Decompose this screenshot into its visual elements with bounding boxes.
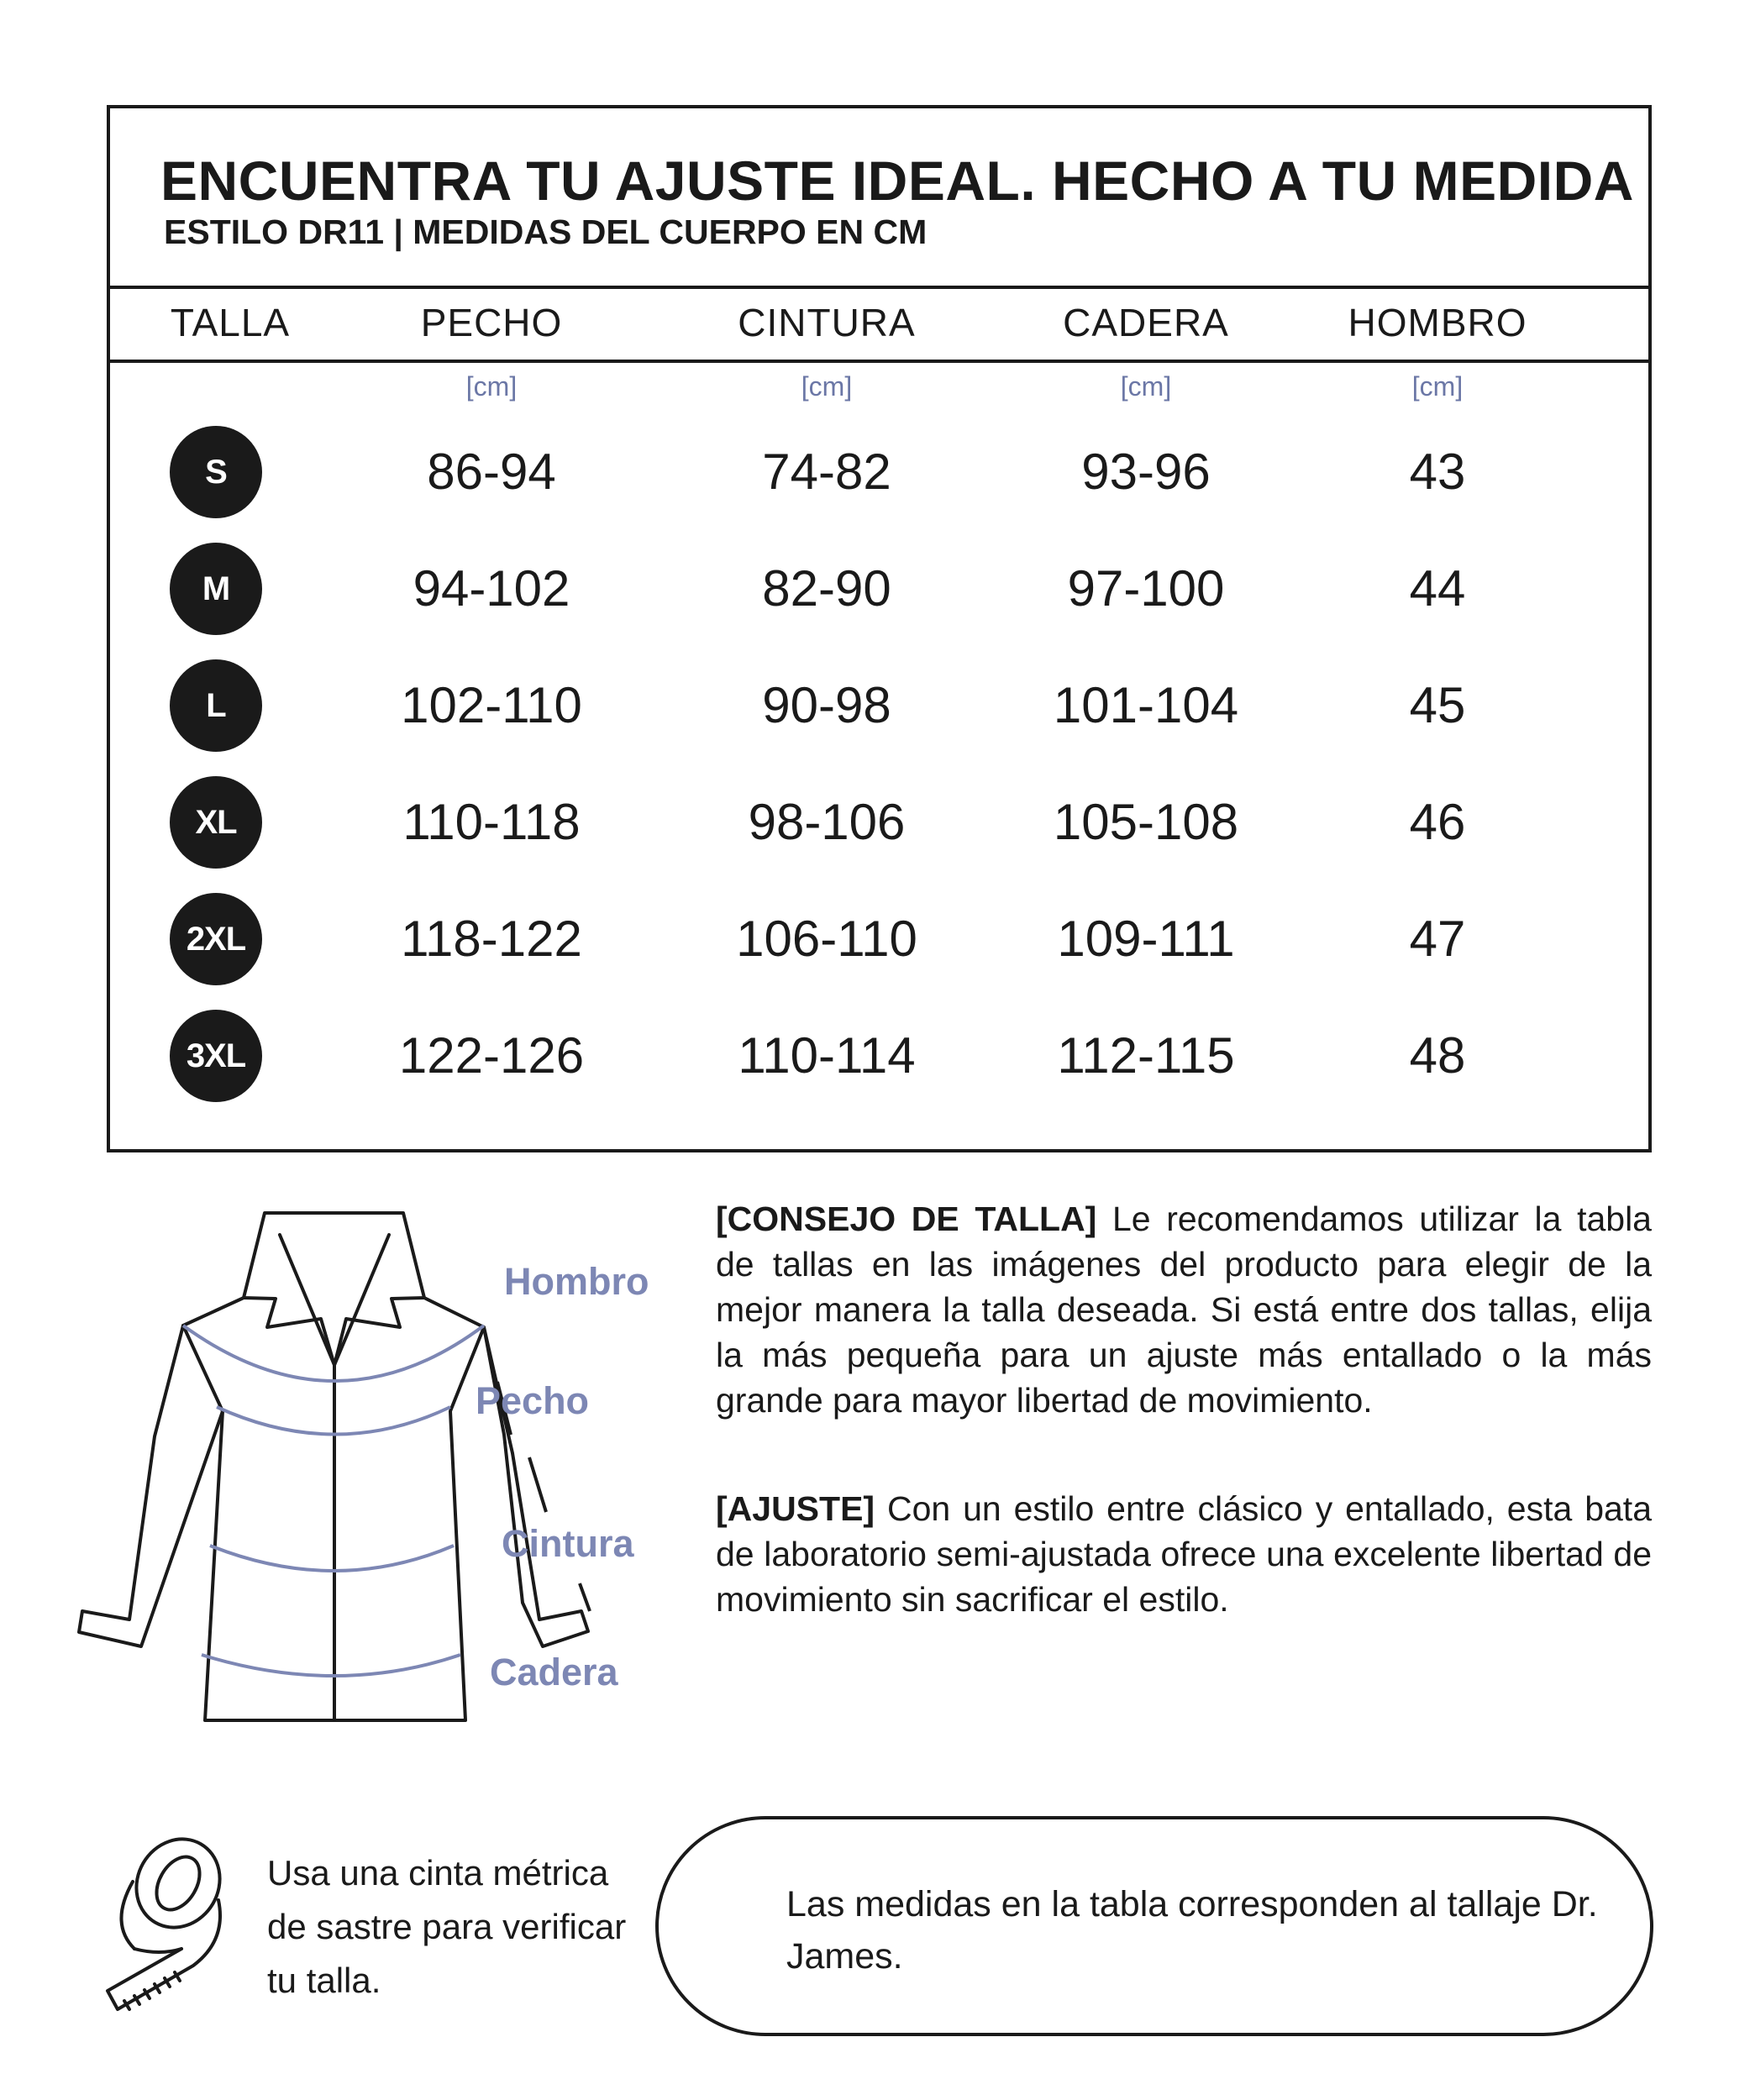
size-badge: 2XL — [170, 893, 262, 985]
size-badge: XL — [170, 776, 262, 869]
column-header-cintura: CINTURA — [738, 301, 916, 344]
cell-cadera: 112-115 — [1057, 1027, 1235, 1084]
divider — [110, 360, 1648, 363]
size-badge: L — [170, 659, 262, 752]
cell-hombro: 46 — [1409, 794, 1466, 850]
table-row — [110, 426, 1648, 518]
cell-hombro: 47 — [1409, 911, 1466, 967]
cell-hombro: 44 — [1409, 560, 1466, 617]
tip-ajuste-tag: [AJUSTE] — [716, 1489, 875, 1528]
tip-ajuste — [716, 1486, 1652, 1622]
table-row — [110, 776, 1648, 869]
column-header-cadera: CADERA — [1063, 301, 1229, 344]
column-header-hombro: HOMBRO — [1348, 301, 1527, 344]
tip-consejo-text: Le recomendamos utilizar la tabla de tallas en las imágenes del producto para elegir de la mejor manera la talla deseada. Si está entre dos tallas, elija la más pequeña para un ajuste más entallado o la más grande para mayor libertad de movimiento. — [716, 1200, 1652, 1420]
measuring-tape-icon — [101, 1831, 244, 2024]
cell-pecho: 102-110 — [401, 677, 582, 733]
cell-cintura: 106-110 — [736, 911, 917, 967]
tip-consejo — [716, 1196, 1652, 1423]
cell-cintura: 82-90 — [762, 560, 891, 617]
divider — [110, 286, 1648, 289]
cell-cadera: 109-111 — [1057, 911, 1235, 967]
cell-pecho: 86-94 — [427, 444, 556, 500]
note-box — [655, 1816, 1653, 2036]
table-row — [110, 659, 1648, 752]
unit-label: [cm] — [801, 371, 853, 402]
label-hombro: Hombro — [504, 1260, 649, 1303]
note-text: Las medidas en la tabla corresponden al tallaje Dr. James. — [786, 1884, 1598, 1977]
chart-title: ENCUENTRA TU AJUSTE IDEAL. HECHO A TU MEDIDA — [160, 150, 1634, 212]
cell-cintura: 90-98 — [762, 677, 891, 733]
label-cintura: Cintura — [502, 1522, 634, 1565]
cell-hombro: 45 — [1409, 677, 1466, 733]
table-row — [110, 543, 1648, 635]
size-badge: M — [170, 543, 262, 635]
chart-subtitle: ESTILO DR11 | MEDIDAS DEL CUERPO EN CM — [164, 213, 928, 251]
unit-label: [cm] — [1411, 371, 1464, 402]
cell-cintura: 74-82 — [762, 444, 891, 500]
cell-cintura: 110-114 — [738, 1027, 916, 1084]
cell-hombro: 43 — [1409, 444, 1466, 500]
unit-label: [cm] — [1120, 371, 1172, 402]
table-row — [110, 1010, 1648, 1102]
tape-instruction: Usa una cinta métrica de sastre para verificar tu talla. — [267, 1853, 627, 2000]
size-chart — [107, 105, 1652, 1152]
cell-cadera: 93-96 — [1081, 444, 1211, 500]
cell-cadera: 105-108 — [1053, 794, 1239, 850]
tip-consejo-tag: [CONSEJO DE TALLA] — [716, 1200, 1097, 1238]
size-tips — [716, 1196, 1652, 1685]
size-badge: 3XL — [170, 1010, 262, 1102]
tip-ajuste-text: Con un estilo entre clásico y entallado, esta bata de laboratorio semi-ajustada ofrece una excelente libertad de movimiento sin sacrificar el estilo. — [716, 1489, 1652, 1619]
label-pecho: Pecho — [476, 1379, 590, 1422]
label-cadera: Cadera — [490, 1651, 618, 1693]
table-row — [110, 893, 1648, 985]
cell-hombro: 48 — [1409, 1027, 1466, 1084]
cell-pecho: 110-118 — [402, 794, 581, 850]
column-header-pecho: PECHO — [420, 301, 563, 344]
unit-label: [cm] — [465, 371, 518, 402]
cell-cintura: 98-106 — [748, 794, 906, 850]
column-header-talla: TALLA — [170, 301, 291, 344]
cell-cadera: 101-104 — [1053, 677, 1239, 733]
cell-pecho: 122-126 — [398, 1027, 585, 1084]
cell-pecho: 94-102 — [413, 560, 570, 617]
cell-cadera: 97-100 — [1067, 560, 1225, 617]
size-badge: S — [170, 426, 262, 518]
cell-pecho: 118-122 — [401, 911, 582, 967]
